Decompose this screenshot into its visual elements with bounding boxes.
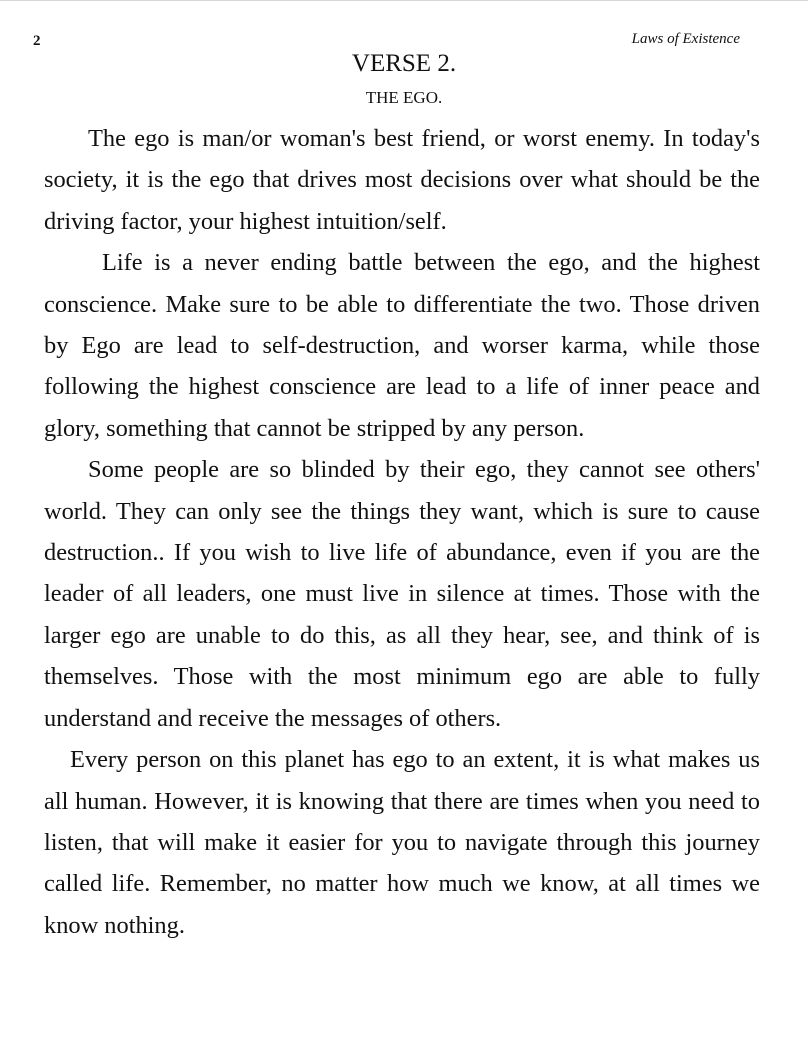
verse-subtitle: THE EGO.	[365, 88, 443, 107]
running-header-title: Laws of Existence	[631, 31, 740, 47]
paragraph-2: Life is a never ending battle between the ego, and the highest conscience. Make sure to be able to differentiate the two. Those driven by Ego are lead to self-destruction, and worser karma, while those following the highest conscience are lead to a life of inner peace and glory, something that cannot be stripped by any person.	[44, 249, 760, 442]
top-divider	[0, 0, 808, 1]
paragraph-1: The ego is man/or woman's best friend, or worst enemy. In today's society, it is the ego that drives most decisions over what should be the driving factor, your highest intuition/self.	[44, 125, 760, 235]
paragraph-3: Some people are so blinded by their ego, they cannot see others' world. They can only see the things they want, which is sure to cause destruction.. If you wish to live life of abundance, even if you are the leader of all leaders, one must live in silence at times. Those with the larger ego are unable to do this, as all they hear, see, and think of is themselves. Those with the most minimum ego are able to fully understand and receive the messages of others.	[44, 456, 760, 732]
verse-title: VERSE 2.	[351, 50, 457, 77]
body-text	[44, 118, 760, 946]
paragraph-4: Every person on this planet has ego to an extent, it is what makes us all human. However, it is knowing that there are times when you need to listen, that will make it easier for you to navigate through this journey called life. Remember, no matter how much we know, at all times we know nothing.	[44, 746, 760, 939]
page-number: 2	[33, 33, 41, 49]
